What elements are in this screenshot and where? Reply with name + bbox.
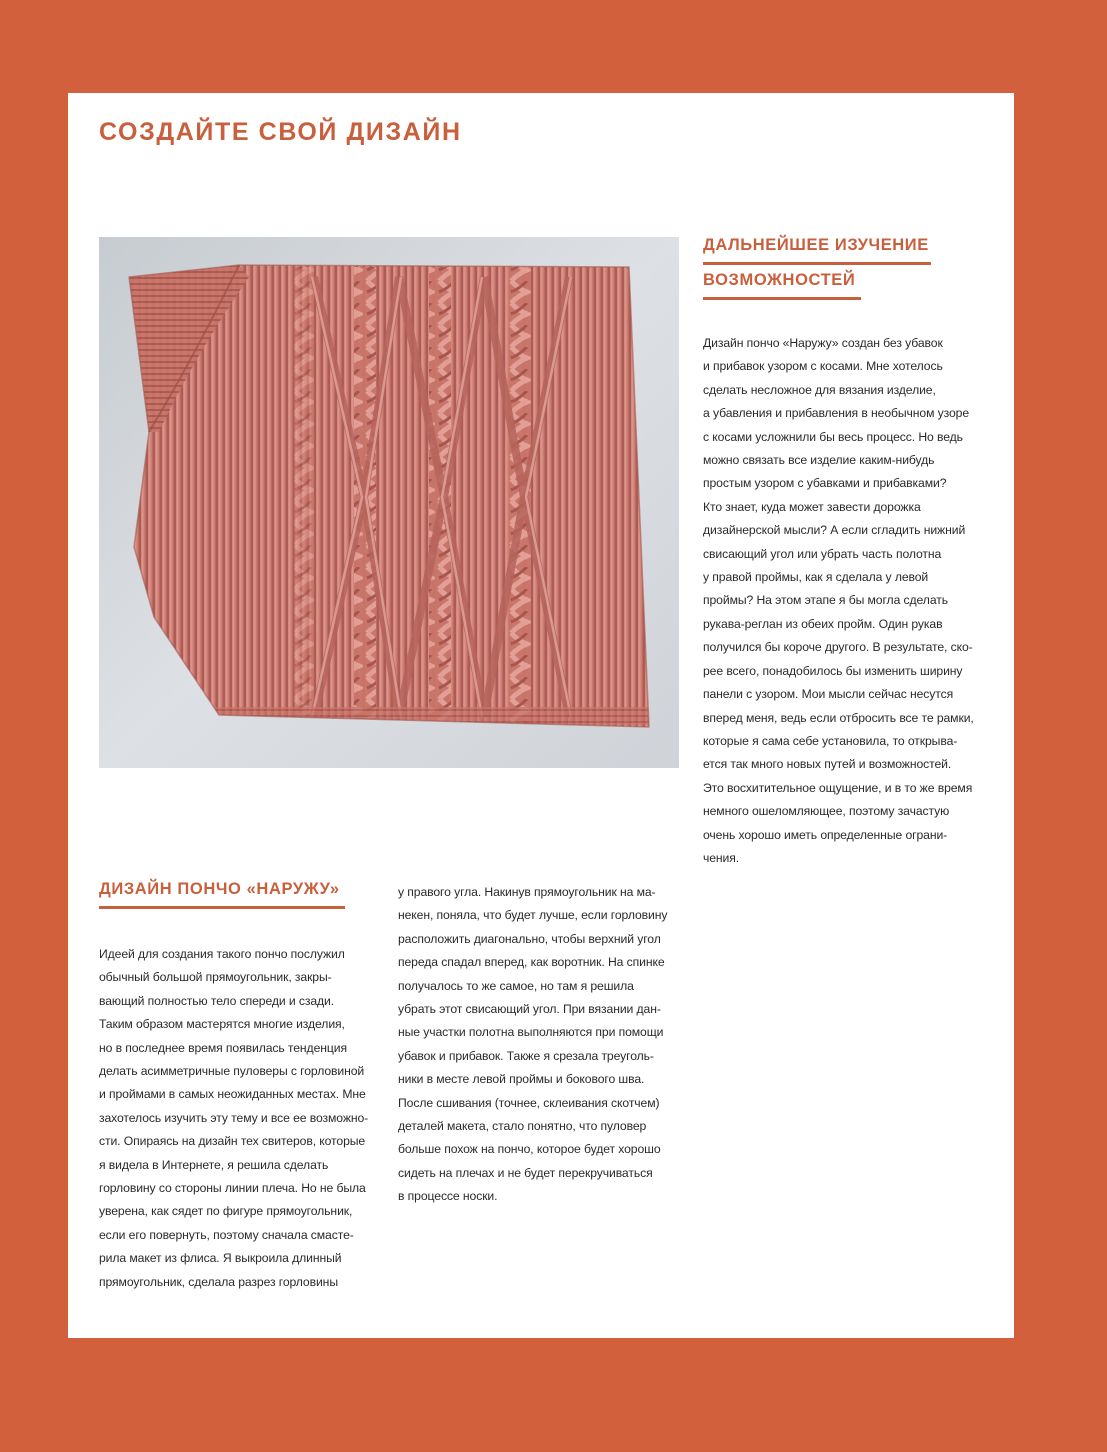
heading-underline (703, 297, 861, 300)
section-heading-further-line1: ДАЛЬНЕЙШЕЕ ИЗУЧЕНИЕ (703, 236, 929, 254)
page-title: СОЗДАЙТЕ СВОЙ ДИЗАЙН (99, 118, 462, 146)
heading-underline (99, 906, 345, 909)
heading-underline (703, 262, 931, 265)
section-heading-poncho-design: ДИЗАЙН ПОНЧО «НАРУЖУ» (99, 880, 340, 898)
knitted-poncho-photo (99, 237, 679, 768)
poncho-design-column-1: Идеей для создания такого пончо послужил обычный большой прямоугольник, закры- вающий полностью тело спереди и сзади. Таким образом мастерятся многие изделия, но в последнее время появилась тенденция делать асимметричные пуловеры с горловиной и проймами в самых неожиданных местах. Мне захотелось изучить эту тему и все ее возможно- сти. Опираясь на дизайн тех свитеров, которые я видела в Интернете, я решила сделать горловину со стороны линии плеча. Но не была уверена, как сядет по фигуре прямоугольник, если его повернуть, поэтому сначала смасте- рила макет из флиса. Я выкроила длинный прямоугольник, сделала разрез горловины (99, 947, 369, 1289)
section-further-body: Дизайн пончо «Наружу» создан без убавок и прибавок узором с косами. Мне хотелось сделать несложное для вязания изделие, а убавления и прибавления в необычном узоре с косами усложнили бы весь процесс. Но ведь можно связать все изделие каким-нибудь простым узором с убавками и прибавками? Кто знает, куда может завести дорожка дизайнерской мысли? А если сгладить нижний свисающий угол или убрать часть полотна у правой проймы, как я сделала у левой проймы? На этом этапе я бы могла сделать рукава-реглан из обеих пройм. Один рукав получился бы короче другого. В результате, ско- рее всего, понадобилось бы изменить ширину панели с узором. Мои мысли сейчас несутся вперед меня, ведь если отбросить все те рамки, которые я сама себе установила, то открыва- ется так много новых путей и возможностей. Это восхитительное ощущение, и в то же время немного ошеломляющее, поэтому зачастую очень хорошо иметь определенные ограни- чения. (703, 336, 974, 865)
poncho-design-column-2: у правого угла. Накинув прямоугольник на ма- некен, поняла, что будет лучше, если горловину расположить диагонально, чтобы верхний угол переда спадал вперед, как воротник. На спинке получалось то же самое, но там я решила убрать этот свисающий угол. При вязании дан- ные участки полотна выполняются при помощи убавок и прибавок. Также я срезала треуголь- ники в месте левой проймы и бокового шва. После сшивания (точнее, склеивания скотчем) деталей макета, стало понятно, что пуловер больше похож на пончо, которое будет хорошо сидеть на плечах и не будет перекручиваться в процессе носки. (398, 885, 668, 1204)
section-heading-further-line2: ВОЗМОЖНОСТЕЙ (703, 271, 856, 289)
